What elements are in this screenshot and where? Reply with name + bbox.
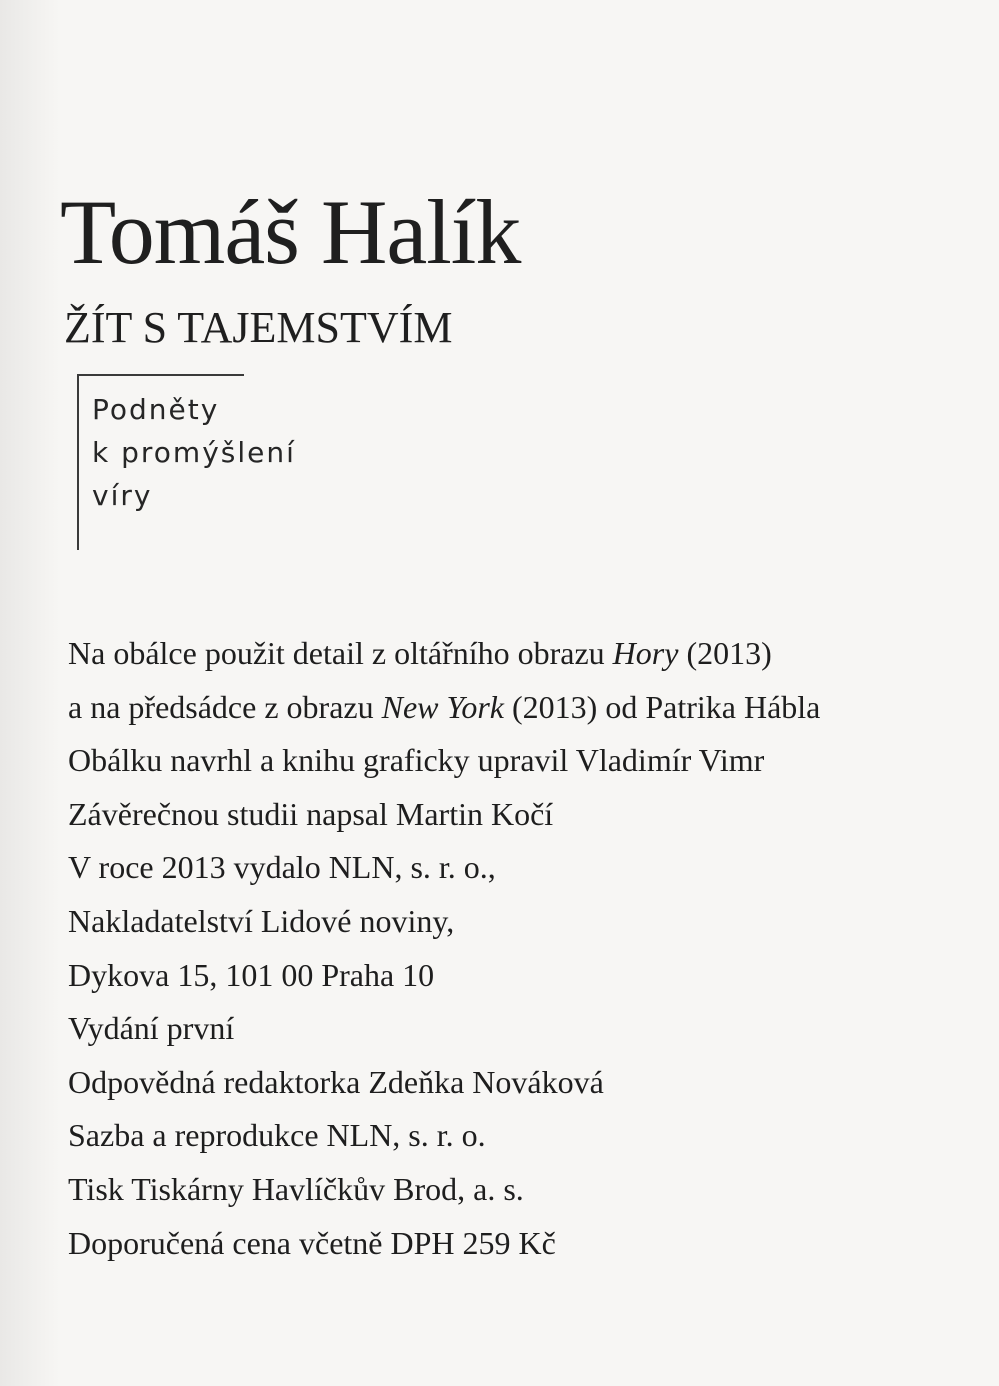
endpaper-prefix: a na předsádce z obrazu: [68, 688, 382, 725]
subtitle-line: víry: [92, 479, 153, 512]
colophon-editor-line: Odpovědná redaktorka Zdeňka Nováková: [68, 1063, 604, 1100]
endpaper-work-title: New York: [381, 688, 504, 725]
author-name: Tomáš Halík: [60, 181, 521, 283]
colophon-endpaper-line: [68, 681, 988, 735]
colophon-publisher-line: Nakladatelství Lidové noviny,: [68, 902, 455, 939]
colophon-study-line: Závěrečnou studii napsal Martin Kočí: [68, 795, 554, 832]
endpaper-suffix: (2013) od Patrika Hábla: [504, 688, 821, 725]
colophon-address-line: Dykova 15, 101 00 Praha 10: [68, 956, 435, 993]
page-edge-shadow: [0, 0, 60, 1386]
book-title: ŽÍT S TAJEMSTVÍM: [64, 303, 453, 352]
colophon-typesetting-line: Sazba a reprodukce NLN, s. r. o.: [68, 1117, 486, 1154]
cover-year: (2013): [678, 635, 772, 671]
colophon: [68, 627, 988, 1270]
subtitle-block: [92, 388, 296, 517]
colophon-print-line: Tisk Tiskárny Havlíčkův Brod, a. s.: [68, 1170, 524, 1207]
colophon-price-line: Doporučená cena včetně DPH 259 Kč: [68, 1224, 556, 1261]
colophon-published-line: V roce 2013 vydalo NLN, s. r. o.,: [68, 849, 496, 886]
colophon-cover-line: [68, 627, 988, 681]
colophon-edition-line: Vydání první: [68, 1010, 235, 1047]
cover-work-title: Hory: [612, 635, 679, 671]
subtitle-line: k promýšlení: [92, 436, 296, 469]
subtitle-rule-top: [77, 374, 244, 376]
cover-prefix: Na obálce použit detail z oltářního obrazu: [68, 635, 613, 671]
subtitle-line: Podněty: [92, 393, 220, 426]
colophon-design-line: Obálku navrhl a knihu graficky upravil Vladimír Vimr: [68, 742, 765, 779]
subtitle-rule-left: [77, 374, 79, 550]
